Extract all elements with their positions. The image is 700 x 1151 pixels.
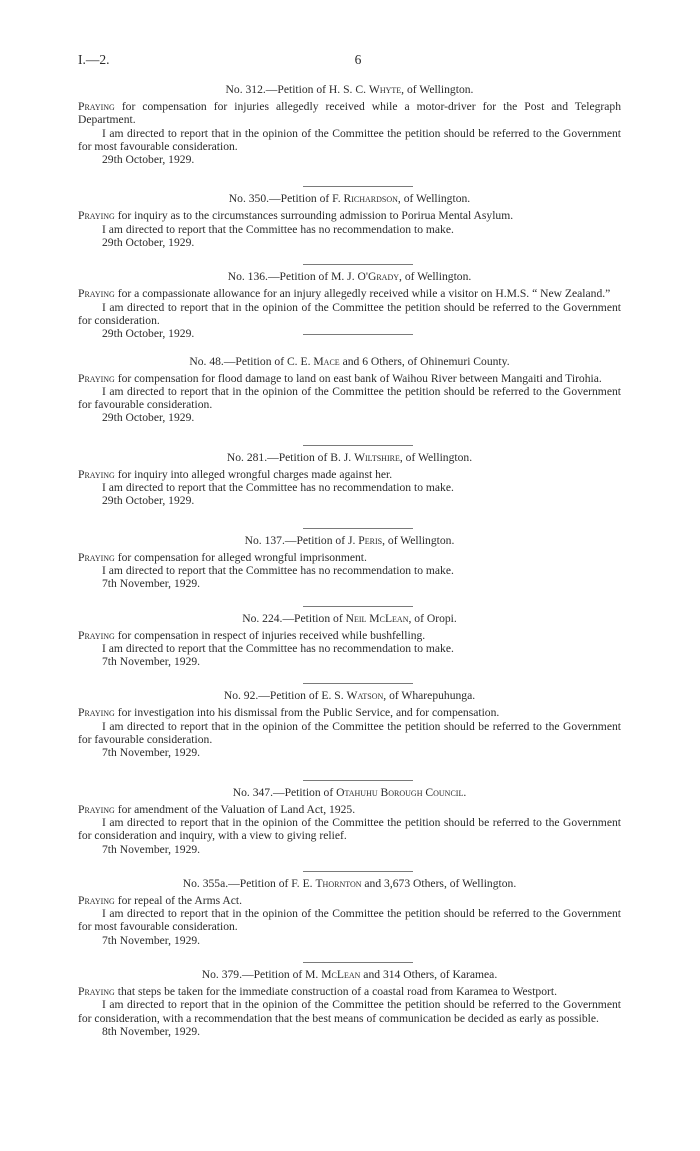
petition-date: 7th November, 1929. <box>102 577 201 591</box>
petition-date: 29th October, 1929. <box>102 411 195 425</box>
petition-date: 7th November, 1929. <box>102 842 201 856</box>
petition-379 <box>78 968 621 1038</box>
petition-312 <box>78 83 621 166</box>
section-divider <box>303 186 413 187</box>
petition-date: 29th October, 1929. <box>102 236 195 250</box>
petition-date: 7th November, 1929. <box>102 655 201 669</box>
petition-date: 29th October, 1929. <box>102 494 195 508</box>
petition-heading: No. 224.—Petition of Neil McLean, of Oropi. <box>242 611 457 625</box>
petitioner-name: McLean <box>321 967 361 981</box>
section-divider <box>303 334 413 335</box>
petitions-list <box>78 83 621 1038</box>
petition-347 <box>78 786 621 856</box>
petition-prayer: Praying for compensation for injuries allegedly received while a motor-driver for the Post and Telegraph Department. <box>78 100 621 127</box>
petition-report: I am directed to report that the Committee has no recommendation to make. <box>102 563 454 577</box>
petition-report: I am directed to report that in the opinion of the Committee the petition should be referred to the Government for most favourable consideration. <box>78 907 621 934</box>
petition-prayer: Praying for a compassionate allowance for an injury allegedly received while a visitor on H.M.S. “ New Zealand.” <box>78 287 611 301</box>
petition-prayer: Praying for compensation for alleged wrongful imprisonment. <box>78 550 367 564</box>
petition-heading: No. 347.—Petition of Otahuhu Borough Council. <box>232 785 467 799</box>
petition-date: 29th October, 1929. <box>102 327 195 341</box>
petitioner-name: Mace <box>313 354 340 368</box>
petition-date: 8th November, 1929. <box>102 1024 201 1038</box>
petition-heading: No. 92.—Petition of E. S. Watson, of Wharepuhunga. <box>223 689 476 703</box>
petition-report: I am directed to report that in the opinion of the Committee the petition should be referred to the Government for consideration and inquiry, with a view to giving relief. <box>78 815 621 843</box>
petition-prayer: Praying for investigation into his dismissal from the Public Service, and for compensation. <box>78 706 500 720</box>
petition-heading: No. 48.—Petition of C. E. Mace and 6 Others, of Ohinemuri County. <box>189 354 510 368</box>
petition-prayer: Praying for amendment of the Valuation of Land Act, 1925. <box>78 802 356 816</box>
petition-heading: No. 355a.—Petition of F. E. Thornton and 3,673 Others, of Wellington. <box>182 876 517 890</box>
petition-date: 7th November, 1929. <box>102 933 201 947</box>
petitioner-name: Wiltshire <box>354 450 400 464</box>
petition-92 <box>78 689 621 759</box>
petition-date: 29th October, 1929. <box>102 153 195 167</box>
petitioner-name: Watson <box>346 689 384 703</box>
petitioner-name: Neil McLean <box>345 611 409 625</box>
petition-report: I am directed to report that in the opinion of the Committee the petition should be referred to the Government for favourable consideration. <box>78 384 621 412</box>
petition-report: I am directed to report that the Committee has no recommendation to make. <box>102 222 454 236</box>
petition-heading: No. 137.—Petition of J. Peris, of Wellington. <box>244 533 455 547</box>
petitioner-name: Thornton <box>315 876 362 890</box>
section-divider <box>303 528 413 529</box>
section-divider <box>303 871 413 872</box>
page-header <box>78 52 638 70</box>
petition-report: I am directed to report that in the opinion of the Committee the petition should be referred to the Government for favourable consideration. <box>78 719 621 747</box>
petition-report: I am directed to report that in the opinion of the Committee the petition should be referred to the Government for consideration. <box>78 300 621 327</box>
petition-48 <box>78 355 621 425</box>
petition-heading: No. 281.—Petition of B. J. Wiltshire, of Wellington. <box>226 450 473 464</box>
petition-prayer: Praying for compensation for flood damage to land on east bank of Waihou River between Mangaiti and Tirohia. <box>78 371 602 385</box>
section-divider <box>303 264 413 265</box>
petition-136 <box>78 270 621 340</box>
petitioner-name: O'Grady <box>357 270 400 284</box>
petition-report: I am directed to report that the Committee has no recommendation to make. <box>102 481 454 495</box>
section-divider <box>303 962 413 963</box>
petition-prayer: Praying for inquiry into alleged wrongful charges made against her. <box>78 467 393 481</box>
petition-prayer: Praying for inquiry as to the circumstances surrounding admission to Porirua Mental Asylum. <box>78 209 514 223</box>
petition-prayer: Praying for repeal of the Arms Act. <box>78 893 242 907</box>
petition-224 <box>78 612 621 669</box>
petition-report: I am directed to report that in the opinion of the Committee the petition should be referred to the Government for most favourable consideration. <box>78 126 621 153</box>
petition-heading: No. 312.—Petition of H. S. C. Whyte, of Wellington. <box>225 83 474 96</box>
petition-heading: No. 350.—Petition of F. Richardson, of Wellington. <box>228 192 471 206</box>
section-divider <box>303 683 413 684</box>
section-divider <box>303 780 413 781</box>
petitioner-name: Otahuhu Borough Council <box>336 785 464 799</box>
petitioner-name: Whyte <box>368 83 402 96</box>
petition-355a <box>78 877 621 947</box>
petition-prayer: Praying that steps be taken for the immediate construction of a coastal road from Karamea to Westport. <box>78 984 557 998</box>
petition-prayer: Praying for compensation in respect of injuries received while bushfelling. <box>78 628 426 642</box>
petition-report: I am directed to report that in the opinion of the Committee the petition should be referred to the Government for consideration, with a recommendation that the best means of communication be decided as early as possible. <box>78 998 621 1025</box>
petition-137 <box>78 534 621 591</box>
page-reference: I.—2. <box>78 52 110 67</box>
petition-date: 7th November, 1929. <box>102 746 201 760</box>
petition-report: I am directed to report that the Committee has no recommendation to make. <box>102 641 454 655</box>
petition-350 <box>78 192 621 249</box>
petitioner-name: Richardson <box>343 192 398 206</box>
page-number: 6 <box>354 52 362 67</box>
petition-281 <box>78 451 621 508</box>
petitioner-name: Peris <box>358 533 383 547</box>
petition-heading: No. 379.—Petition of M. McLean and 314 Others, of Karamea. <box>201 967 498 981</box>
section-divider <box>303 606 413 607</box>
petition-heading: No. 136.—Petition of M. J. O'Grady, of Wellington. <box>227 270 472 284</box>
section-divider <box>303 445 413 446</box>
